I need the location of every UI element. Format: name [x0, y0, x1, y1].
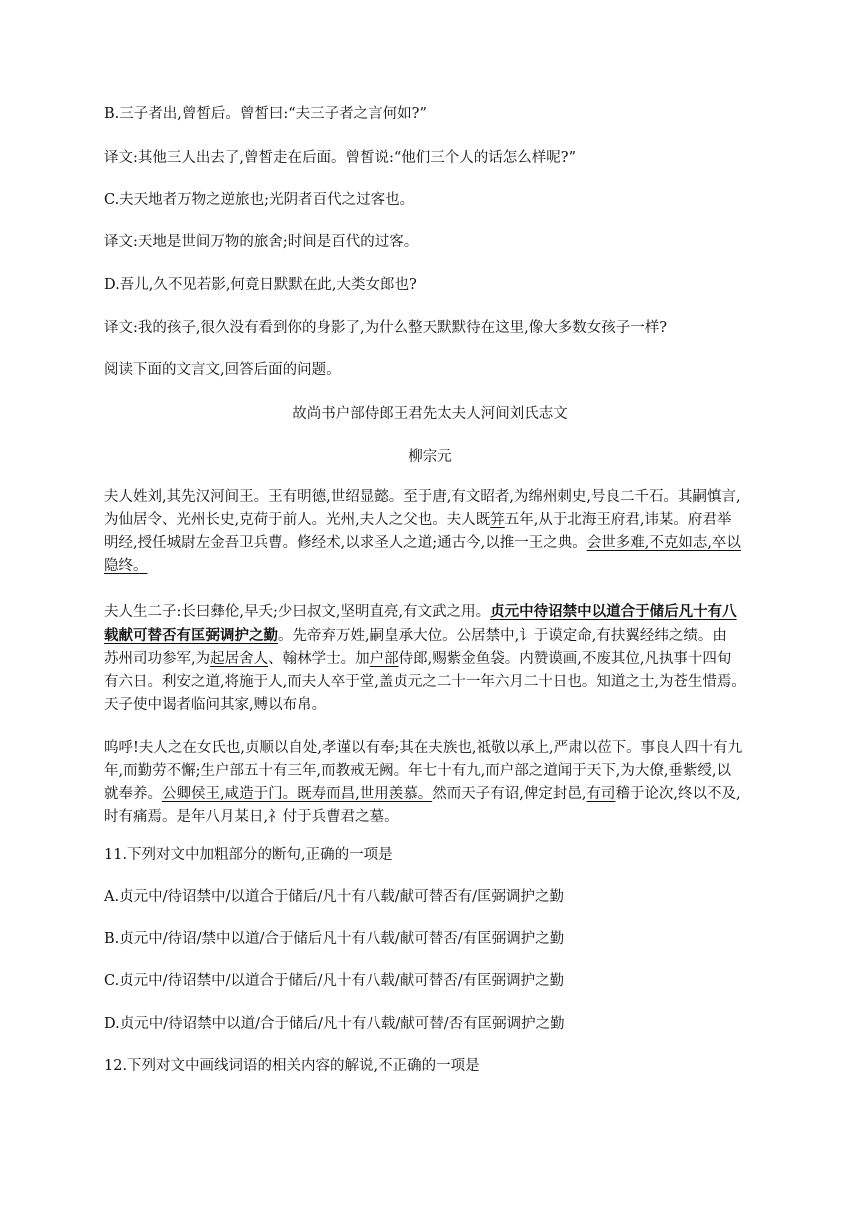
- paragraph-2-line-3: [104, 648, 760, 671]
- paragraph-3-line-2: 年,而勤劳不懈;生户部五十有三年,而教戒无阙。年七十有九,而户部之道闻于天下,为大僚,垂紫绶,以: [104, 763, 732, 779]
- text-segment: 明经,授任城尉左金吾卫兵曹。修经术,以求圣人之道;通古今,以推一王之典。: [104, 535, 587, 551]
- question-11-stem: 11.下列对文中加粗部分的断句,正确的一项是: [104, 847, 393, 863]
- paragraph-1-line-2: [104, 509, 760, 532]
- option-d-question: D.吾儿,久不见若影,何竟日默默在此,大类女郎也?: [104, 277, 417, 293]
- text-segment: 、翰林学士。加: [268, 651, 370, 667]
- text-segment: 夫人生二子:长曰彝伦,早夭;少曰叔文,坚明直亮,有文武之用。: [104, 604, 491, 620]
- paragraph-3-line-4: 时有痛焉。是年八月某日,礻付于兵曹君之墓。: [104, 809, 399, 825]
- bold-passage-end: 载献可替否有匡弼调护之勤: [104, 627, 278, 644]
- question-11-option-b: B.贞元中/待诏/禁中以道/合于储后凡十有八载/献可替否/有匡弼调护之勤: [104, 931, 565, 947]
- paragraph-3-line-3: [104, 783, 760, 806]
- paragraph-2-line-1: [104, 600, 760, 624]
- bold-passage: 贞元中待诏禁中以道合于储后凡十有八: [490, 603, 737, 620]
- essay-paragraph-3: [104, 737, 760, 829]
- option-b-question: B.三子者出,曾皙后。曾皙曰:“夫三子者之言何如?”: [104, 106, 427, 122]
- option-c-translation: 译文:天地是世间万物的旅舍;时间是百代的过客。: [104, 234, 419, 250]
- underlined-sentence: 公卿侯王,咸造于门。既寿而昌,世用羡慕。: [162, 786, 433, 802]
- question-11-option-c: C.贞元中/待诏禁中/以道合于储后/凡十有八载/献可替否/有匡弼调护之勤: [104, 973, 565, 989]
- underlined-term-yousi: 有司: [586, 786, 616, 802]
- paragraph-2-line-5: 天子使中谒者临问其家,赙以布帛。: [104, 697, 327, 713]
- underlined-sentence-end: 隐终。: [104, 558, 148, 574]
- underlined-sentence: 会世多难,不克如志,卒以: [586, 535, 741, 551]
- option-d-translation: 译文:我的孩子,很久没有看到你的身影了,为什么整天默默待在这里,像大多数女孩子一样?: [104, 320, 667, 336]
- underlined-term-ji: 笄: [490, 512, 505, 528]
- question-11-option-d: D.贞元中/待诏禁中以道/合于储后/凡十有八载/献可替/否有匡弼调护之勤: [104, 1016, 565, 1032]
- text-segment: 五年,从于北海王府君,讳某。府君举: [504, 512, 732, 528]
- text-segment: 苏州司功参军,为: [104, 651, 211, 667]
- text-segment: 稽于论次,终以不及,: [615, 786, 741, 802]
- paragraph-3-line-1: 呜呼!夫人之在女氏也,贞顺以自处,孝谨以有奉;其在夫族也,祗敬以承上,严肃以莅下。事良人四十有九: [104, 740, 743, 756]
- underlined-term-hubu: 户部: [369, 651, 399, 667]
- essay-paragraph-1: [104, 486, 760, 578]
- paragraph-1-line-3: [104, 532, 760, 555]
- option-c-question: C.夫天地者万物之逆旅也;光阴者百代之过客也。: [104, 192, 415, 208]
- question-11-option-a: A.贞元中/待诏禁中/以道合于储后/凡十有八载/献可替否有/匡弼调护之勤: [104, 889, 565, 905]
- paragraph-2-line-4: 有六日。利安之道,将施于人,而夫人卒于堂,盖贞元之二十一年六月二十日也。知道之士,为苍生惜焉。: [104, 674, 746, 690]
- essay-paragraph-2: [104, 600, 760, 717]
- paragraph-2-line-2: [104, 624, 760, 648]
- paragraph-1-line-4: [104, 555, 760, 578]
- reading-instruction: 阅读下面的文言文,回答后面的问题。: [104, 362, 341, 378]
- paragraph-1-line-1: 夫人姓刘,其先汉河间王。王有明德,世绍显懿。至于唐,有文昭者,为绵州刺史,号良二千石。其嗣慎言,: [104, 489, 741, 505]
- text-segment: 。先帝弃万姓,嗣皇承大位。公居禁中,讠于谟定命,有扶翼经纬之绩。由: [278, 628, 727, 644]
- option-b-translation: 译文:其他三人出去了,曾皙走在后面。曾皙说:“他们三个人的话怎么样呢?”: [104, 150, 576, 166]
- essay-author: 柳宗元: [408, 449, 452, 465]
- text-segment: 然而天子有诏,俾定封邑,: [432, 786, 587, 802]
- text-segment: 侍郎,赐紫金鱼袋。内赞谟画,不废其位,凡执事十四旬: [398, 651, 732, 667]
- essay-title: 故尚书户部侍郎王君先太夫人河间刘氏志文: [292, 406, 568, 422]
- text-segment: 就奉养。: [104, 786, 162, 802]
- underlined-term-qijusheren: 起居舍人: [210, 651, 269, 667]
- question-12-stem: 12.下列对文中画线词语的相关内容的解说,不正确的一项是: [104, 1058, 480, 1074]
- text-segment: 为仙居令、光州长史,克荷于前人。光州,夫人之父也。夫人既: [104, 512, 491, 528]
